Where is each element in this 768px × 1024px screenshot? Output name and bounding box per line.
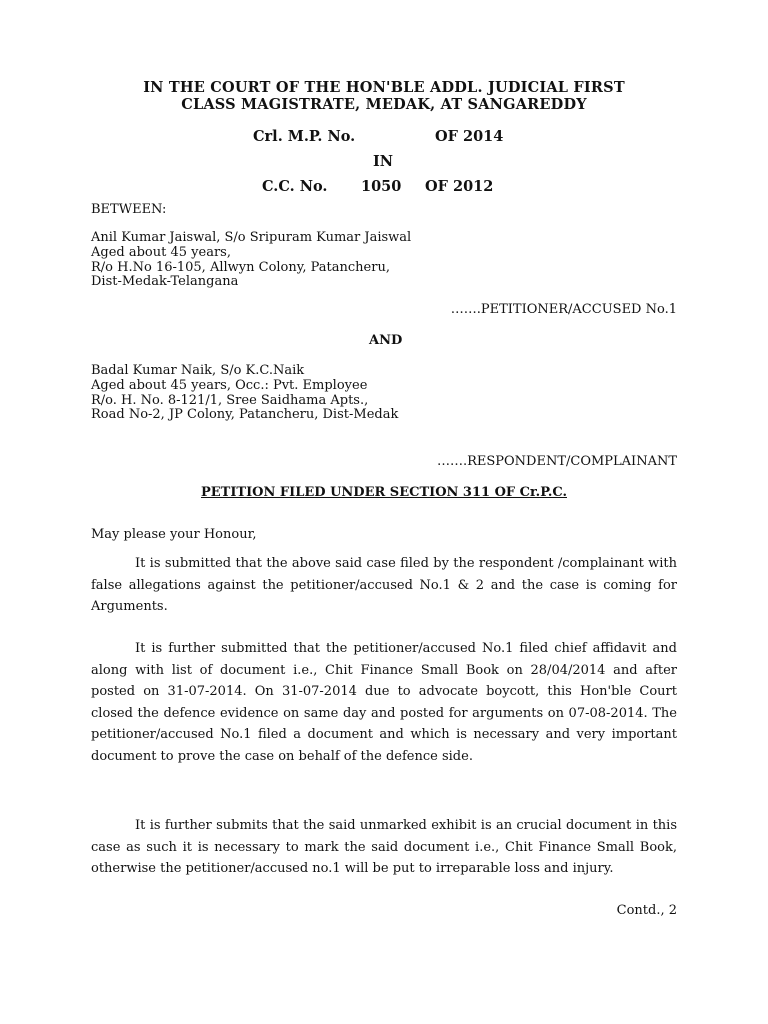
cc-year: OF 2012 bbox=[425, 178, 494, 195]
respondent-address-line: R/o. H. No. 8-121/1, Sree Saidhama Apts., bbox=[91, 393, 369, 408]
and-label: AND bbox=[369, 333, 403, 348]
respondent-name-line: Badal Kumar Naik, S/o K.C.Naik bbox=[91, 363, 305, 378]
paragraph-3: It is further submits that the said unmarked exhibit is an crucial document in this case as such it is necessary to mark the said document i.e., Chit Finance Small Book, otherwise the petitioner/accused no.1 will be put to irreparable loss and injury. bbox=[91, 818, 677, 877]
court-title-line-1: IN THE COURT OF THE HON'BLE ADDL. JUDICIAL FIRST bbox=[143, 79, 625, 96]
petitioner-district-line: Dist-Medak-Telangana bbox=[91, 274, 239, 289]
crl-mp-year: OF 2014 bbox=[435, 128, 504, 145]
petitioner-age-line: Aged about 45 years, bbox=[91, 245, 231, 260]
respondent-role: …….RESPONDENT/COMPLAINANT bbox=[436, 454, 677, 469]
petition-heading: PETITION FILED UNDER SECTION 311 OF Cr.P.C. bbox=[200, 485, 567, 500]
respondent-age-line: Aged about 45 years, Occ.: Pvt. Employee bbox=[91, 378, 368, 393]
paragraph-2: It is further submitted that the petitioner/accused No.1 filed chief affidavit and along with list of document i.e., Chit Finance Small Book on 28/04/2014 and after posted on 31-07-2014. On 31-07-2014 due to advocate boycott, this Hon'ble Court closed the defence evidence on same day and posted for arguments on 07-08-2014. The petitioner/accused No.1 filed a document and which is necessary and very important document to prove the case on behalf of the defence side. bbox=[91, 641, 677, 764]
petitioner-address-line: R/o H.No 16-105, Allwyn Colony, Patancheru, bbox=[91, 260, 390, 275]
petitioner-name-line: Anil Kumar Jaiswal, S/o Sripuram Kumar Jaiswal bbox=[91, 230, 412, 245]
salutation: May please your Honour, bbox=[91, 527, 257, 542]
petitioner-role: …….PETITIONER/ACCUSED No.1 bbox=[450, 302, 677, 317]
crl-mp-label: Crl. M.P. No. bbox=[253, 128, 356, 145]
paragraph-1: It is submitted that the above said case filed by the respondent /complainant with false allegations against the petitioner/accused No.1 & 2 and the case is coming for Arguments. bbox=[91, 556, 677, 615]
court-title-line-2: CLASS MAGISTRATE, MEDAK, AT SANGAREDDY bbox=[181, 96, 587, 113]
continued-marker: Contd., 2 bbox=[616, 903, 677, 918]
in-label: IN bbox=[373, 153, 394, 170]
cc-number: 1050 bbox=[361, 178, 402, 195]
respondent-district-line: Road No-2, JP Colony, Patancheru, Dist-Medak bbox=[91, 407, 399, 422]
cc-label: C.C. No. bbox=[262, 178, 328, 195]
between-label: BETWEEN: bbox=[91, 202, 167, 217]
